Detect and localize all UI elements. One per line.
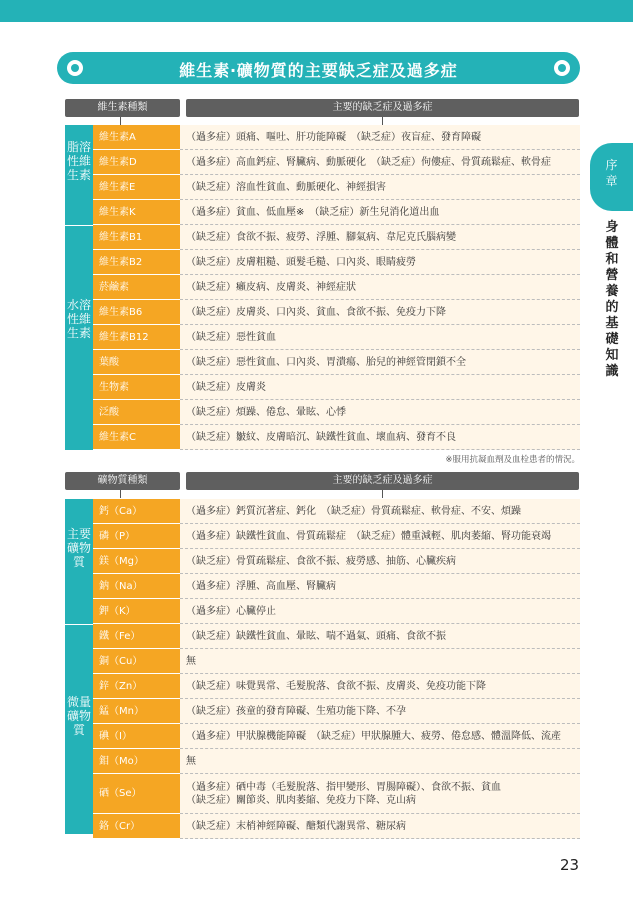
- vitamin-header-right: 主要的缺乏症及過多症: [186, 99, 579, 117]
- mineral-name: 鈉（Na）: [93, 574, 180, 599]
- group-trace-minerals: [65, 624, 93, 834]
- chapter-tab-label: 序章: [605, 158, 618, 188]
- table-row: [93, 549, 580, 574]
- footnote: ※服用抗凝血劑及血栓患者的情況。: [445, 455, 580, 465]
- mineral-symptoms: （過多症）浮腫、高血壓、腎臟病: [180, 574, 580, 599]
- vitamin-symptoms: （缺乏症）食欲不振、疲勞、浮腫、腳氣病、韋尼克氏腦病變: [180, 225, 580, 250]
- title-banner: [57, 52, 580, 84]
- mineral-name: 銅（Cu）: [93, 649, 180, 674]
- page-title: 維生素‧礦物質的主要缺乏症及過多症: [179, 61, 458, 80]
- table-row: [93, 674, 580, 699]
- vitamin-name: 維生素E: [93, 175, 180, 200]
- vitamin-symptoms: （缺乏症）惡性貧血: [180, 325, 580, 350]
- table-row: [93, 225, 580, 250]
- table-row: [93, 300, 580, 325]
- top-color-band: [0, 0, 633, 22]
- mineral-symptoms: （過多症）甲狀腺機能障礙 （缺乏症）甲狀腺腫大、疲勞、倦怠感、體溫降低、流產: [180, 724, 580, 749]
- vitamin-name: 葉酸: [93, 350, 180, 375]
- mineral-header-right: 主要的缺乏症及過多症: [186, 472, 579, 490]
- vitamin-name: 生物素: [93, 375, 180, 400]
- vitamin-symptoms: （缺乏症）皺紋、皮膚暗沉、缺鐵性貧血、壞血病、發育不良: [180, 425, 580, 450]
- mineral-symptoms: （缺乏症）孩童的發育障礙、生殖功能下降、不孕: [180, 699, 580, 724]
- mineral-symptoms: 無: [180, 749, 580, 774]
- table-row: [93, 774, 580, 814]
- vitamin-symptoms: （過多症）頭痛、嘔吐、肝功能障礙 （缺乏症）夜盲症、發育障礙: [180, 125, 580, 150]
- table-row: [93, 275, 580, 300]
- chapter-side-title: 身體和營養的基礎知識: [605, 220, 619, 379]
- vitamin-name: 維生素B2: [93, 250, 180, 275]
- table-row: [93, 350, 580, 375]
- page-number: 23: [560, 856, 580, 874]
- vitamin-name: 維生素B6: [93, 300, 180, 325]
- mineral-symptoms: [180, 774, 580, 814]
- mineral-name: 碘（I）: [93, 724, 180, 749]
- mineral-table: [65, 499, 580, 834]
- vitamin-name: 維生素B1: [93, 225, 180, 250]
- mineral-name: 硒（Se）: [93, 774, 180, 814]
- mineral-name: 鎂（Mg）: [93, 549, 180, 574]
- vitamin-table: [65, 125, 580, 450]
- mineral-symptoms: （缺乏症）味覺異常、毛髮脫落、食欲不振、皮膚炎、免疫功能下降: [180, 674, 580, 699]
- group-label: 水溶性維生素: [66, 298, 91, 340]
- table-row: [93, 599, 580, 624]
- vitamin-symptoms: （缺乏症）溶血性貧血、動脈硬化、神經損害: [180, 175, 580, 200]
- vitamin-table-header: [65, 99, 580, 117]
- mineral-symptoms: （過多症）心臟停止: [180, 599, 580, 624]
- mineral-name: 鉀（K）: [93, 599, 180, 624]
- table-row: [93, 524, 580, 549]
- vitamin-symptoms: （缺乏症）煩躁、倦怠、暈眩、心悸: [180, 400, 580, 425]
- mineral-symptoms: （過多症）鈣質沉著症、鈣化 （缺乏症）骨質疏鬆症、軟骨症、不安、煩躁: [180, 499, 580, 524]
- table-row: [93, 125, 580, 150]
- vitamin-name: 維生素K: [93, 200, 180, 225]
- group-label: 主要礦物質: [66, 527, 91, 569]
- mineral-table-header: [65, 472, 580, 490]
- mineral-name: 鈣（Ca）: [93, 499, 180, 524]
- vitamin-symptoms: （缺乏症）皮膚粗糙、頭髮毛糙、口內炎、眼睛疲勞: [180, 250, 580, 275]
- table-row: [93, 624, 580, 649]
- mineral-name: 鉬（Mo）: [93, 749, 180, 774]
- mineral-symptoms: （缺乏症）缺鐵性貧血、暈眩、喘不過氣、頭痛、食欲不振: [180, 624, 580, 649]
- mineral-symptoms: 無: [180, 649, 580, 674]
- vitamin-symptoms: （缺乏症）癩皮病、皮膚炎、神經症狀: [180, 275, 580, 300]
- symptom-line: （缺乏症）關節炎、肌肉萎縮、免疫力下降、克山病: [186, 795, 416, 806]
- vitamin-name: 維生素A: [93, 125, 180, 150]
- group-fat-soluble: [65, 125, 93, 225]
- connector-line: [120, 117, 121, 125]
- group-label: 微量礦物質: [66, 695, 91, 737]
- table-row: [93, 150, 580, 175]
- mineral-name: 鋅（Zn）: [93, 674, 180, 699]
- table-row: [93, 375, 580, 400]
- mineral-name: 鐵（Fe）: [93, 624, 180, 649]
- table-row: [93, 250, 580, 275]
- group-label: 脂溶性維生素: [66, 140, 91, 182]
- vitamin-name: 維生素B12: [93, 325, 180, 350]
- table-row: [93, 749, 580, 774]
- vitamin-symptoms: （過多症）貧血、低血壓※ （缺乏症）新生兒消化道出血: [180, 200, 580, 225]
- vitamin-symptoms: （缺乏症）皮膚炎、口內炎、貧血、食欲不振、免疫力下降: [180, 300, 580, 325]
- mineral-symptoms: （過多症）缺鐵性貧血、骨質疏鬆症 （缺乏症）體重減輕、肌肉萎縮、腎功能衰竭: [180, 524, 580, 549]
- table-row: [93, 814, 580, 839]
- right-ring-icon: [554, 60, 570, 76]
- vitamin-symptoms: （缺乏症）惡性貧血、口內炎、胃潰瘍、胎兒的神經管閉鎖不全: [180, 350, 580, 375]
- table-row: [93, 425, 580, 450]
- mineral-name: 鉻（Cr）: [93, 814, 180, 839]
- vitamin-name: 維生素C: [93, 425, 180, 450]
- table-row: [93, 699, 580, 724]
- vitamin-header-left: 維生素種類: [65, 99, 180, 117]
- table-row: [93, 400, 580, 425]
- vitamin-symptoms: （過多症）高血鈣症、腎臟病、動脈硬化 （缺乏症）佝僂症、骨質疏鬆症、軟骨症: [180, 150, 580, 175]
- table-row: [93, 175, 580, 200]
- mineral-name: 磷（P）: [93, 524, 180, 549]
- connector-line: [382, 490, 383, 498]
- chapter-tab: [590, 143, 633, 211]
- symptom-line: （過多症）硒中毒（毛髮脫落、指甲變形、胃腸障礙）、食欲不振、貧血: [186, 782, 501, 793]
- table-row: [93, 649, 580, 674]
- mineral-name: 錳（Mn）: [93, 699, 180, 724]
- mineral-header-left: 礦物質種類: [65, 472, 180, 490]
- group-water-soluble: [65, 225, 93, 450]
- table-row: [93, 724, 580, 749]
- table-row: [93, 499, 580, 524]
- vitamin-name: 菸鹼素: [93, 275, 180, 300]
- table-row: [93, 574, 580, 599]
- table-row: [93, 200, 580, 225]
- mineral-symptoms: （缺乏症）末梢神經障礙、醣類代謝異常、糖尿病: [180, 814, 580, 839]
- connector-line: [120, 490, 121, 498]
- connector-line: [382, 117, 383, 125]
- vitamin-name: 泛酸: [93, 400, 180, 425]
- mineral-symptoms: （缺乏症）骨質疏鬆症、食欲不振、疲勞感、抽筋、心臟疾病: [180, 549, 580, 574]
- group-major-minerals: [65, 499, 93, 624]
- table-row: [93, 325, 580, 350]
- vitamin-name: 維生素D: [93, 150, 180, 175]
- vitamin-symptoms: （缺乏症）皮膚炎: [180, 375, 580, 400]
